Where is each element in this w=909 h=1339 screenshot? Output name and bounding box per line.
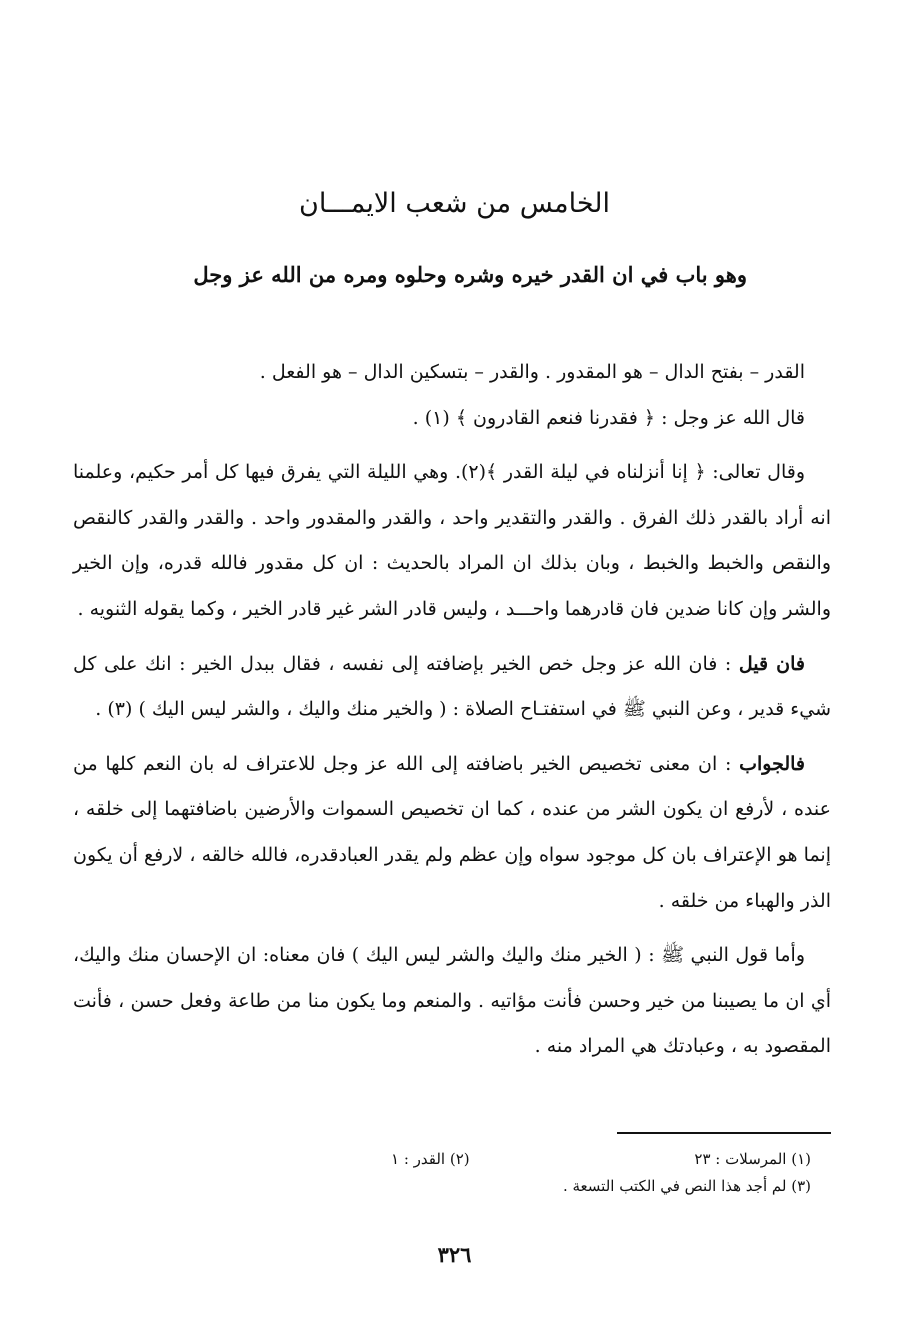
paragraph-5-text: : ان معنى تخصيص الخير باضافته إلى الله عز وجل للاعتراف له بان النعم كلها من عنده ، لأرفع ان يكون الشر من عنده ، كما ان تخصيص السموات والأرضين باضافتهما إلى خلقه ، إنما هو الإعتراف بان كل موجود سواه وإن عظم ولم يقدر العبادقدره، فالله خالقه ، لارفع أن يكون الذر والهباء من خلقه .: [73, 752, 831, 912]
paragraph-2-text: قال الله عز وجل : ﴿ فقدرنا فنعم القادرون ﴾ (١) .: [412, 406, 805, 429]
footnote-divider: [617, 1132, 831, 1134]
footnote-1: (١) المرسلات : ٢٣: [694, 1150, 811, 1168]
paragraph-1: [73, 350, 831, 396]
footnote-row-2: [391, 1173, 811, 1200]
paragraph-4-lead: فان قيل: [738, 652, 805, 675]
paragraph-2: [73, 396, 831, 442]
paragraph-1-text: القدر – بفتح الدال – هو المقدور . والقدر – بتسكين الدال – هو الفعل .: [259, 361, 805, 383]
chapter-title: الخامس من شعب الايمـــان: [298, 188, 610, 219]
paragraph-4-text: : فان الله عز وجل خص الخير بإضافته إلى نفسه ، فقال ببدل الخير : انك على كل شيء قدير ، وعن النبي ﷺ في استفتـاح الصلاة : ( والخير منك واليك ، والشر ليس اليك ) (٣) .: [73, 652, 831, 721]
footnote-row-1: [391, 1146, 811, 1173]
paragraph-3: [73, 450, 831, 632]
paragraph-5-lead: فالجواب: [739, 752, 805, 775]
paragraph-6-text: وأما قول النبي ﷺ : ( الخير منك واليك والشر ليس اليك ) فان معناه: ان الإحسان منك واليك، أي ان ما يصيبنا من خير وحسن فأنت مؤاتيه . والمنعم وما يكون منا من طاعة وفعل حسن ، فأنت المقصود به ، وعبادتك هي المراد منه .: [73, 944, 831, 1058]
footnote-3: (٣) لم أجد هذا النص في الكتب التسعة .: [562, 1177, 811, 1195]
page-number: ٣٢٦: [437, 1242, 472, 1267]
body-text: [73, 350, 831, 1079]
paragraph-4: [73, 642, 831, 733]
paragraph-6: [73, 933, 831, 1070]
paragraph-3-text: وقال تعالى: ﴿ إنا أنزلناه في ليلة القدر ﴾(٢). وهي الليلة التي يفرق فيها كل أمر حكيم، وعلمنا انه أراد بالقدر ذلك الفرق . والقدر والتقدير واحد ، والقدر والمقدور واحد . والقدر والقدر كالنقص والنقص والخبط والخبط ، وبان بذلك ان المراد بالحديث : ان كل مقدور فالله قدره، وإن الخير والشر وإن كانا ضدين فان قادرهما واحـــد ، وليس قادر الشر غير قادر الخير ، وكما يقوله الثنويه .: [73, 461, 831, 620]
footnote-2: (٢) القدر : ١: [391, 1150, 470, 1168]
chapter-subtitle: وهو باب في ان القدر خيره وشره وحلوه ومره من الله عز وجل: [193, 262, 747, 287]
footnotes: [391, 1146, 811, 1200]
paragraph-5: [73, 742, 831, 924]
